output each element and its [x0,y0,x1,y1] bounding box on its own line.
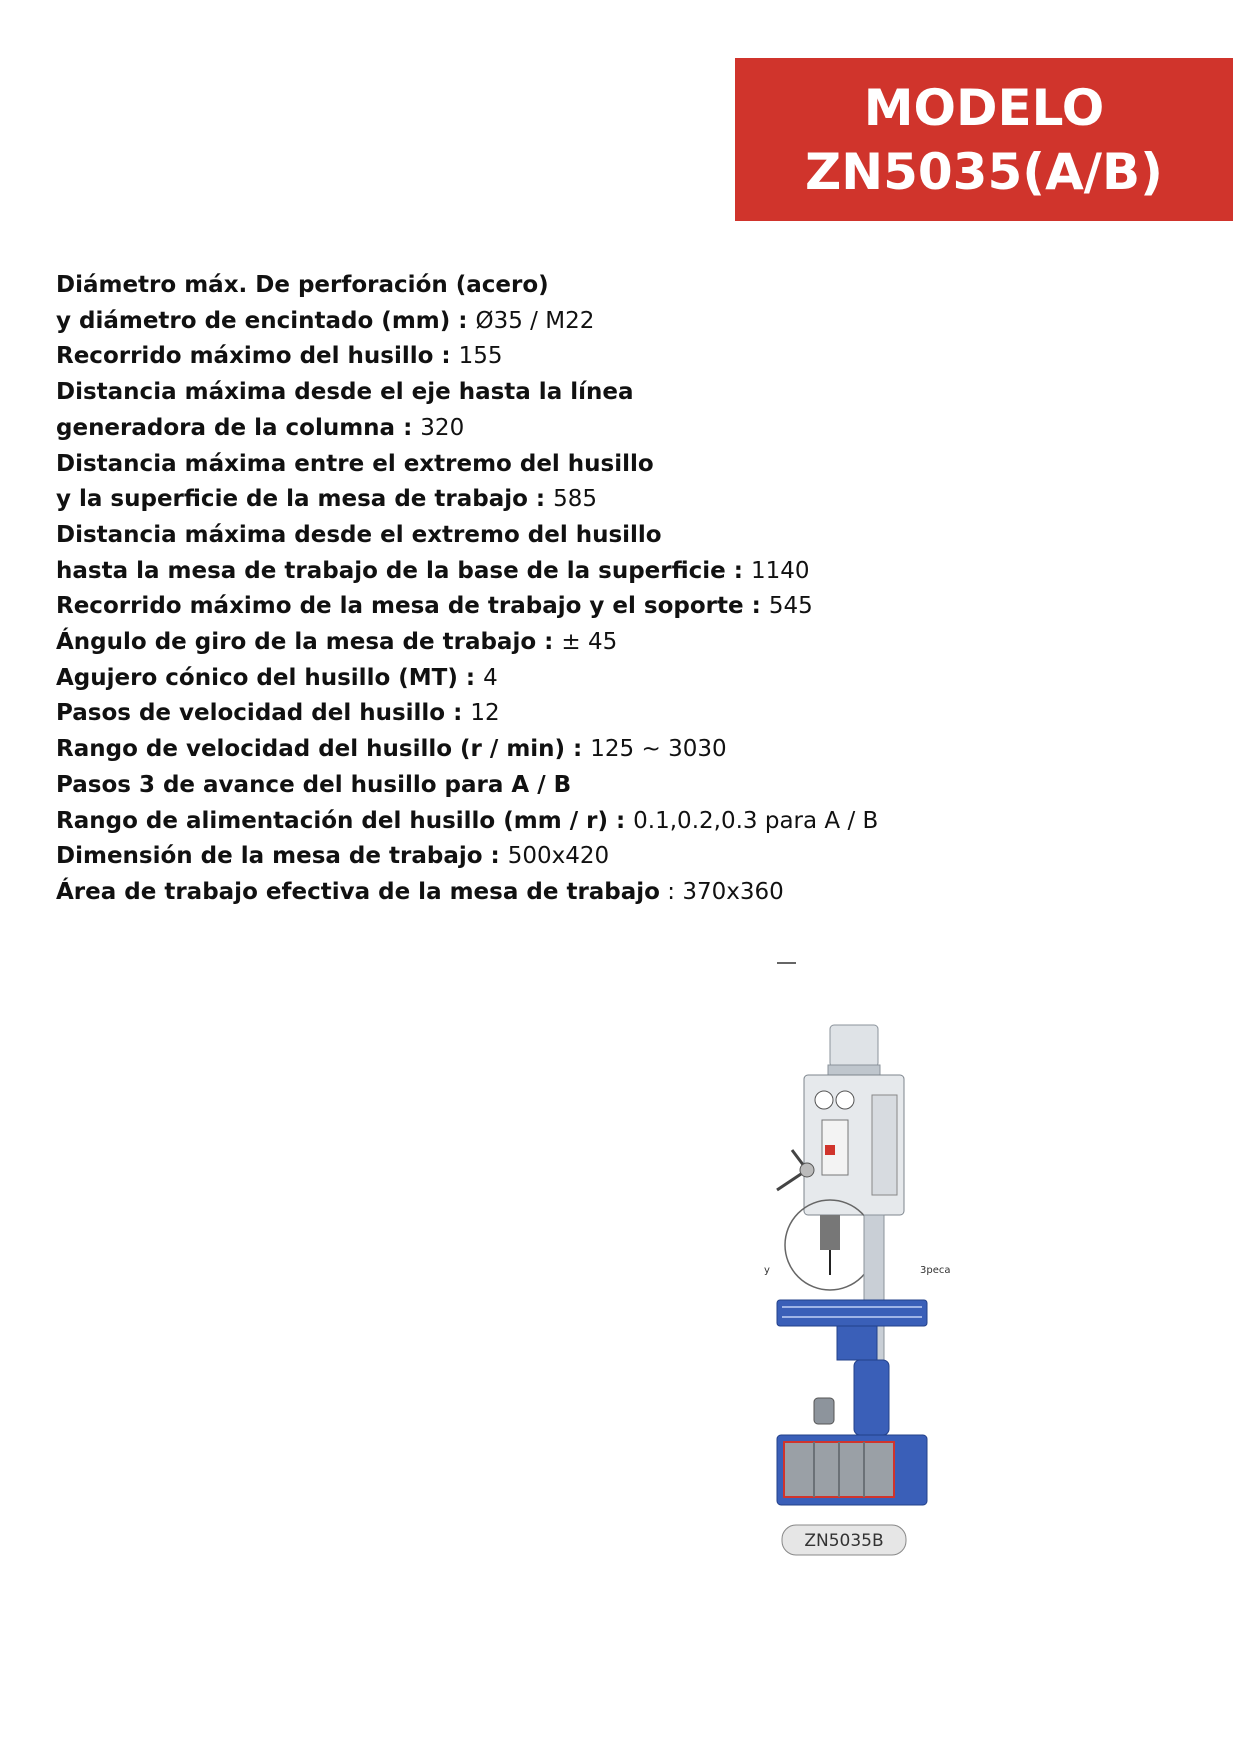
lower-column [854,1360,889,1435]
spec-label: y la superficie de la mesa de trabajo : [56,486,554,513]
spec-value: 500x420 [507,843,610,870]
model-title-line2: ZN5035(A/B) [804,142,1164,201]
spec-line [56,482,956,518]
stop-button [825,1145,835,1155]
feed-hub [800,1163,814,1177]
spec-value: : 370x360 [659,878,784,905]
spec-line [56,589,956,625]
spec-line [56,768,956,804]
spec-value: 1140 [751,557,810,584]
table-bracket [837,1326,877,1360]
work-table [777,1300,927,1326]
spec-line [56,268,956,304]
spec-value: 4 [483,664,498,691]
photo-label-left: y [764,1265,770,1276]
spec-line [56,447,956,483]
spec-label: Rango de alimentación del husillo (mm / r) : [56,807,634,834]
spec-label: Distancia máxima entre el extremo del husillo [56,450,654,477]
drill-press-photo [762,955,972,1605]
spec-label: Dimensión de la mesa de trabajo : [56,843,508,870]
spec-label: generadora de la columna : [56,414,421,441]
head-side [872,1095,897,1195]
spec-label: y diámetro de encintado (mm) : [56,307,476,334]
spec-list [56,268,956,911]
gauge-dial [836,1091,854,1109]
spec-label: Recorrido máximo del husillo : [56,343,459,370]
spec-line [56,375,956,411]
spec-label: hasta la mesa de trabajo de la base de la superficie : [56,557,751,584]
spec-value: 125 ~ 3030 [590,736,727,763]
spec-value: 545 [768,593,813,620]
spec-line [56,875,956,911]
model-title-line1: MODELO [863,78,1105,137]
spec-label: Distancia máxima desde el eje hasta la línea [56,379,634,406]
spec-label: Rango de velocidad del husillo (r / min) : [56,736,591,763]
spec-value: 0.1,0.2,0.3 para A / B [633,807,879,834]
spec-value: ± 45 [561,629,618,656]
spec-line [56,411,956,447]
spec-line [56,339,956,375]
spec-label: Pasos 3 de avance del husillo para A / B [56,771,572,798]
spec-label: Recorrido máximo de la mesa de trabajo y el soporte : [56,593,769,620]
motor [830,1025,878,1067]
photo-label-right: 3peca [920,1265,951,1276]
name-plate-label: ZN5035B [804,1531,884,1551]
spec-line [56,518,956,554]
spec-label: Agujero cónico del husillo (MT) : [56,664,484,691]
spec-line [56,304,956,340]
spec-label: Área de trabajo efectiva de la mesa de trabajo [56,878,660,905]
model-title-box [735,58,1233,221]
spec-label: Diámetro máx. De perforación (acero) [56,272,549,298]
spec-value: 155 [458,343,503,370]
spec-value: Ø35 / M22 [475,307,595,334]
spec-line [56,804,956,840]
spec-label: Pasos de velocidad del husillo : [56,700,471,727]
spec-line [56,696,956,732]
spec-value: 585 [553,486,598,513]
spec-label: Distancia máxima desde el extremo del husillo [56,521,662,548]
spindle [820,1215,840,1250]
gauge-dial [815,1091,833,1109]
spec-label: Ángulo de giro de la mesa de trabajo : [56,629,562,656]
spec-value: 320 [420,414,465,441]
spec-line [56,554,956,590]
spec-line [56,732,956,768]
spec-value: 12 [470,700,500,727]
spec-line [56,661,956,697]
coolant-pump [814,1398,834,1424]
motor-flange [828,1065,880,1075]
spec-line [56,839,956,875]
spec-line [56,625,956,661]
